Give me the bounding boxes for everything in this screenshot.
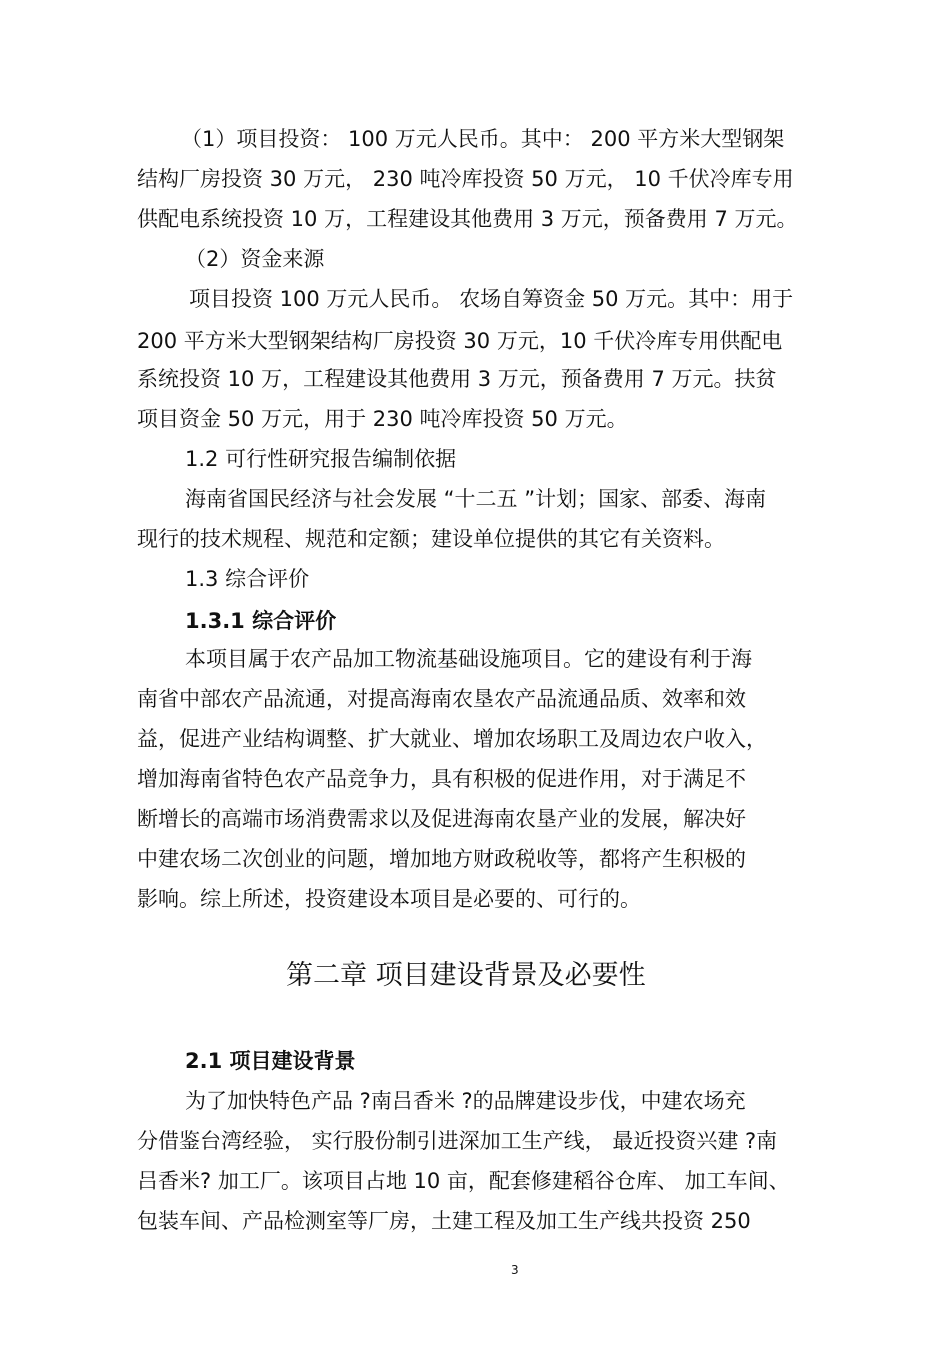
text-line: 断增长的高端市场消费需求以及促进海南农垦产业的发展，解决好 [137, 807, 746, 831]
text-line: 供配电系统投资 10 万，工程建设其他费用 3 万元，预备费用 7 万元。 [137, 207, 798, 231]
text-line: 包装车间、产品检测室等厂房，土建工程及加工生产线共投资 250 [137, 1209, 751, 1233]
chapter-title: 第二章 项目建设背景及必要性 [286, 960, 646, 991]
section-heading: 1.3 综合评价 [185, 567, 310, 591]
text-line: 系统投资 10 万，工程建设其他费用 3 万元，预备费用 7 万元。扶贫 [137, 367, 777, 391]
text-line: 影响。综上所述，投资建设本项目是必要的、可行的。 [137, 887, 641, 911]
text-line: 海南省国民经济与社会发展 “十二五 ”计划；国家、部委、海南 [185, 487, 767, 511]
text-line: 200 平方米大型钢架结构厂房投资 30 万元，10 千伏冷库专用供配电 [137, 329, 783, 353]
text-line: 本项目属于农产品加工物流基础设施项目。它的建设有利于海 [185, 647, 752, 671]
text-line: 中建农场二次创业的问题，增加地方财政税收等，都将产生积极的 [137, 847, 746, 871]
text-line: 吕香米? 加工厂。该项目占地 10 亩，配套修建稻谷仓库、 加工车间、 [137, 1169, 790, 1193]
text-line: 结构厂房投资 30 万元， 230 吨冷库投资 50 万元， 10 千伏冷库专用 [137, 167, 794, 191]
text-line: 增加海南省特色农产品竞争力，具有积极的促进作用，对于满足不 [137, 767, 746, 791]
subsection-heading: 1.3.1 综合评价 [185, 609, 337, 633]
section-heading: 2.1 项目建设背景 [185, 1049, 356, 1073]
text-line: 项目资金 50 万元，用于 230 吨冷库投资 50 万元。 [137, 407, 628, 431]
text-line: （1）项目投资： 100 万元人民币。其中： 200 平方米大型钢架 [181, 127, 785, 151]
page-number: 3 [511, 1263, 519, 1277]
text-line: 分借鉴台湾经验， 实行股份制引进深加工生产线， 最近投资兴建 ?南 [137, 1129, 778, 1153]
text-line: 益，促进产业结构调整、扩大就业、增加农场职工及周边农户收入， [137, 727, 767, 751]
section-heading: （2）资金来源 [185, 247, 325, 271]
text-line: 为了加快特色产品 ?南吕香米 ?的品牌建设步伐，中建农场充 [185, 1089, 746, 1113]
text-line: 现行的技术规程、规范和定额；建设单位提供的其它有关资料。 [137, 527, 725, 551]
text-line: 项目投资 100 万元人民币。 农场自筹资金 50 万元。其中：用于 [189, 287, 794, 311]
section-heading: 1.2 可行性研究报告编制依据 [185, 447, 457, 471]
text-line: 南省中部农产品流通，对提高海南农垦农产品流通品质、效率和效 [137, 687, 746, 711]
